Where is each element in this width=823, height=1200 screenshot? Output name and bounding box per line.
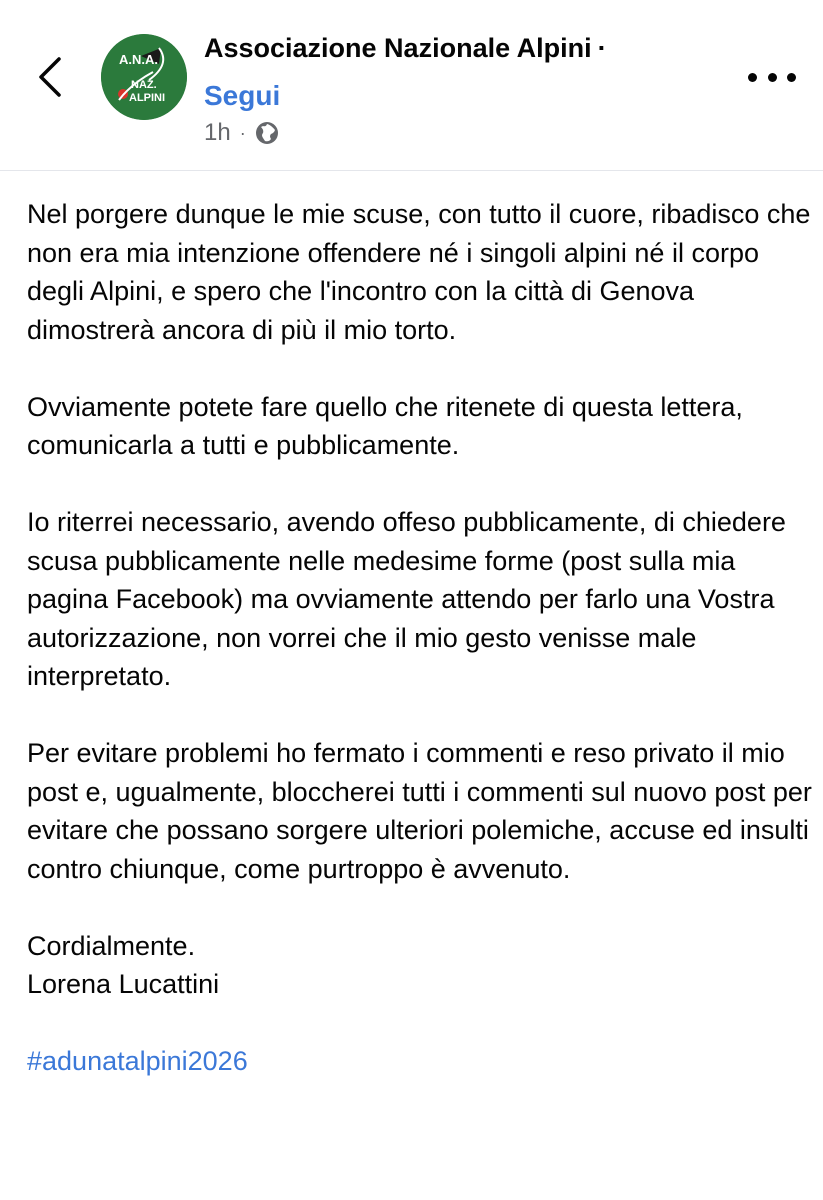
more-horizontal-icon xyxy=(748,73,757,82)
more-dot xyxy=(768,73,777,82)
post-header xyxy=(0,0,823,171)
svg-text:A.N.A.: A.N.A. xyxy=(119,52,158,67)
globe-icon xyxy=(255,121,279,145)
more-options-button[interactable] xyxy=(748,60,796,94)
svg-text:NAZ.: NAZ. xyxy=(131,79,157,91)
page-name[interactable]: Associazione Nazionale Alpini xyxy=(204,33,592,63)
post-paragraph: Per evitare problemi ho fermato i commenti e reso privato il mio post e, ugualmente, bloccherei tutti i commenti sul nuovo post per evitare che possano sorgere ulteriori polemiche, accuse ed insulti contro chiunque, come purtroppo è avvenuto. xyxy=(27,738,812,884)
post-body xyxy=(27,195,817,1081)
post-paragraph: Ovviamente potete fare quello che ritenete di questa lettera, comunicarla a tutti e pubblicamente. xyxy=(27,391,743,460)
more-dot xyxy=(787,73,796,82)
post-paragraph: Nel porgere dunque le mie scuse, con tutto il cuore, ribadisco che non era mia intenzione offendere né i singoli alpini né il corpo degli Alpini, e spero che l'incontro con la città di Genova dimostrerà ancora di più il mio torto. xyxy=(27,199,811,345)
svg-text:ALPINI: ALPINI xyxy=(129,92,166,104)
post-timestamp[interactable]: 1h xyxy=(204,119,231,146)
name-separator: · xyxy=(597,33,607,63)
post-meta xyxy=(204,119,279,147)
post-signature: Cordialmente. Lorena Lucattini xyxy=(27,930,220,999)
follow-button[interactable]: Segui xyxy=(204,80,281,111)
back-button[interactable] xyxy=(28,50,72,104)
page-avatar[interactable] xyxy=(101,34,187,120)
ana-logo xyxy=(101,34,187,120)
hashtag-link[interactable]: #adunatalpini2026 xyxy=(27,1046,248,1076)
post-paragraph: Io riterrei necessario, avendo offeso pubblicamente, di chiedere scusa pubblicamente nelle medesime forme (post sulla mia pagina Facebook) ma ovviamente attendo per farlo una Vostra autorizzazione, non vorrei che il mio gesto venisse male interpretato. xyxy=(27,507,786,691)
chevron-left-icon xyxy=(37,56,63,98)
meta-separator: · xyxy=(239,122,246,143)
page-name-row xyxy=(204,33,607,64)
